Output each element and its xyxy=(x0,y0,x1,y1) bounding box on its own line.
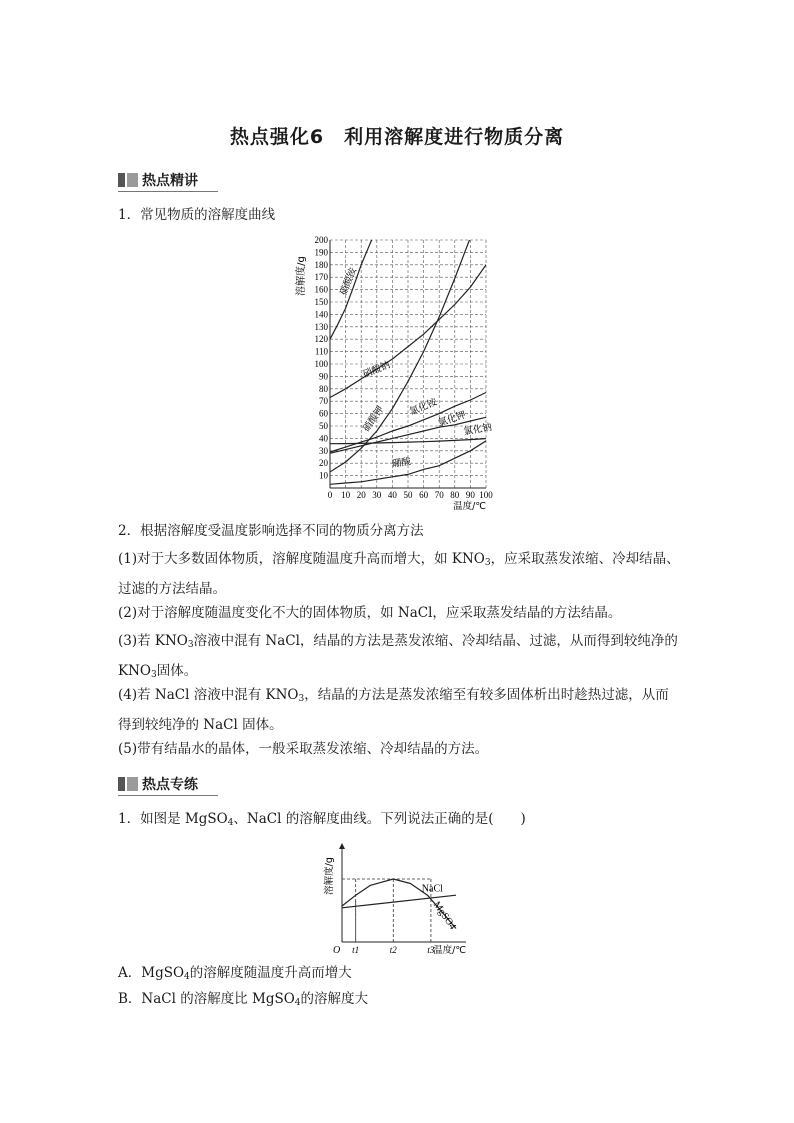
q1-part-b: 、NaCl 的溶解度曲线。下列说法正确的是( ) xyxy=(233,811,526,827)
p4-subscript: 3 xyxy=(298,694,305,704)
y-tick-label: 160 xyxy=(314,284,328,295)
paragraph-1 xyxy=(118,546,683,602)
x-tick-label: 60 xyxy=(419,490,429,500)
p1-part-c: 过滤的方法结晶。 xyxy=(118,581,226,597)
paragraph-5: (5)带有结晶水的晶体，一般采取蒸发浓缩、冷却结晶的方法。 xyxy=(118,741,489,757)
y-tick-label: 130 xyxy=(314,321,328,332)
x-tick-label: 50 xyxy=(403,490,413,500)
y-tick-label: 180 xyxy=(314,259,328,270)
p1-part-a: (1)对于大多数固体物质，溶解度随温度升高而增大，如 KNO xyxy=(118,551,485,567)
x-tick-label: 10 xyxy=(341,490,351,500)
x-tick-label: 0 xyxy=(327,490,333,500)
y-tick-label: 170 xyxy=(314,272,328,283)
p3-part-c: KNO xyxy=(118,663,151,679)
x-tick-label: 20 xyxy=(356,490,366,500)
option-a-part-b: 的溶解度随温度升高而增大 xyxy=(189,965,352,981)
p4-part-a: (4)若 NaCl 溶液中混有 KNO xyxy=(118,687,299,703)
section-heading-practice xyxy=(118,774,198,794)
x-tick-label: t2 xyxy=(389,945,397,955)
y-axis-label: 溶解度/g xyxy=(296,256,307,296)
section-underline xyxy=(118,191,218,192)
paragraph-2: (2)对于溶解度随温度变化不大的固体物质，如 NaCl，应采取蒸发结晶的方法结晶。 xyxy=(118,605,622,621)
mgso4-nacl-chart xyxy=(318,838,478,958)
option-b-part-a: B．NaCl 的溶解度比 MgSO xyxy=(118,991,295,1007)
section-heading-hot-points xyxy=(118,170,198,190)
origin-label: O xyxy=(333,945,341,956)
series-label-mgso4: MgSO4 xyxy=(430,899,458,932)
x-tick-label: 100 xyxy=(479,490,493,500)
x-axis-label: 温度/℃ xyxy=(433,945,466,956)
y-tick-label: 120 xyxy=(314,334,328,345)
option-b-subscript: 4 xyxy=(294,998,301,1008)
y-tick-label: 100 xyxy=(314,359,328,369)
y-tick-label: 190 xyxy=(314,247,328,258)
paragraph-4 xyxy=(118,682,683,738)
section-marker-icon xyxy=(118,777,138,791)
series-label: 氯化铵 xyxy=(408,396,439,418)
series-label: 硝酸钾 xyxy=(360,404,387,434)
x-axis-label: 温度/℃ xyxy=(453,501,486,512)
y-tick-label: 140 xyxy=(314,309,328,320)
option-b[interactable] xyxy=(118,986,683,1016)
x-tick-label: 40 xyxy=(387,490,397,500)
y-tick-label: 110 xyxy=(314,346,328,357)
y-tick-label: 40 xyxy=(319,433,328,444)
page-title: 热点强化6 利用溶解度进行物质分离 xyxy=(229,126,565,148)
x-tick-label: t1 xyxy=(352,945,360,955)
p4-part-c: 得到较纯净的 NaCl 固体。 xyxy=(118,717,283,733)
chart-tick-labels xyxy=(294,235,493,512)
y-tick-label: 20 xyxy=(319,458,328,469)
y-tick-label: 150 xyxy=(314,297,328,307)
y-axis-label: 溶解度/g xyxy=(324,857,335,895)
p1-subscript: 3 xyxy=(484,558,491,568)
series-label: 氯化钠 xyxy=(462,421,493,438)
question-1 xyxy=(118,806,683,836)
solubility-chart xyxy=(288,232,508,512)
p3-part-d: 固体。 xyxy=(156,663,198,679)
p1-part-b: ，应采取蒸发浓缩、冷却结晶、 xyxy=(490,551,680,567)
section-underline xyxy=(118,795,218,796)
item-2-text: 2．根据溶解度受温度影响选择不同的物质分离方法 xyxy=(118,523,424,539)
x-tick-label: 90 xyxy=(465,490,475,500)
q1-subscript: 4 xyxy=(227,818,234,828)
series-label: 氯化钾 xyxy=(436,409,468,429)
p3-part-b: 溶液中混有 NaCl，结晶的方法是蒸发浓缩、冷却结晶、过滤，从而得到较纯净的 xyxy=(193,633,678,649)
y-tick-label: 60 xyxy=(319,408,328,419)
q1-part-a: 1．如图是 MgSO xyxy=(118,811,228,827)
x-tick-label: 70 xyxy=(434,490,444,500)
option-a-part-a: A．MgSO xyxy=(118,965,185,981)
y-axis-arrow-icon xyxy=(339,843,345,849)
section-heading-label: 热点精讲 xyxy=(142,173,198,189)
series-label: 硝酸铵 xyxy=(338,266,360,297)
y-tick-label: 200 xyxy=(314,235,328,245)
series-label-nacl: NaCl xyxy=(421,883,443,895)
x-tick-label: 80 xyxy=(450,490,460,500)
section-heading-label: 热点专练 xyxy=(142,777,198,793)
option-a-subscript: 4 xyxy=(184,972,190,982)
y-tick-label: 70 xyxy=(319,396,328,407)
paragraph-3 xyxy=(118,628,683,688)
y-tick-label: 50 xyxy=(319,421,328,431)
section-marker-icon xyxy=(118,173,138,187)
series-label: 硝酸钠 xyxy=(361,359,392,381)
chart-body xyxy=(323,843,466,956)
option-b-part-b: 的溶解度大 xyxy=(300,991,369,1007)
x-tick-label: t3 xyxy=(427,945,435,955)
x-tick-label: 30 xyxy=(372,490,382,500)
item-1-text: 1．常见物质的溶解度曲线 xyxy=(118,207,276,223)
y-tick-label: 10 xyxy=(319,470,328,481)
p3-part-a: (3)若 KNO xyxy=(118,633,188,649)
p3-subscript-2: 3 xyxy=(150,670,157,680)
p4-part-b: ，结晶的方法是蒸发浓缩至有较多固体析出时趁热过滤，从而 xyxy=(304,687,669,703)
p3-subscript: 3 xyxy=(187,640,194,650)
y-tick-label: 80 xyxy=(319,383,328,394)
series-label: 硼酸 xyxy=(391,456,412,470)
y-tick-label: 90 xyxy=(319,371,328,382)
y-tick-label: 30 xyxy=(319,445,328,456)
